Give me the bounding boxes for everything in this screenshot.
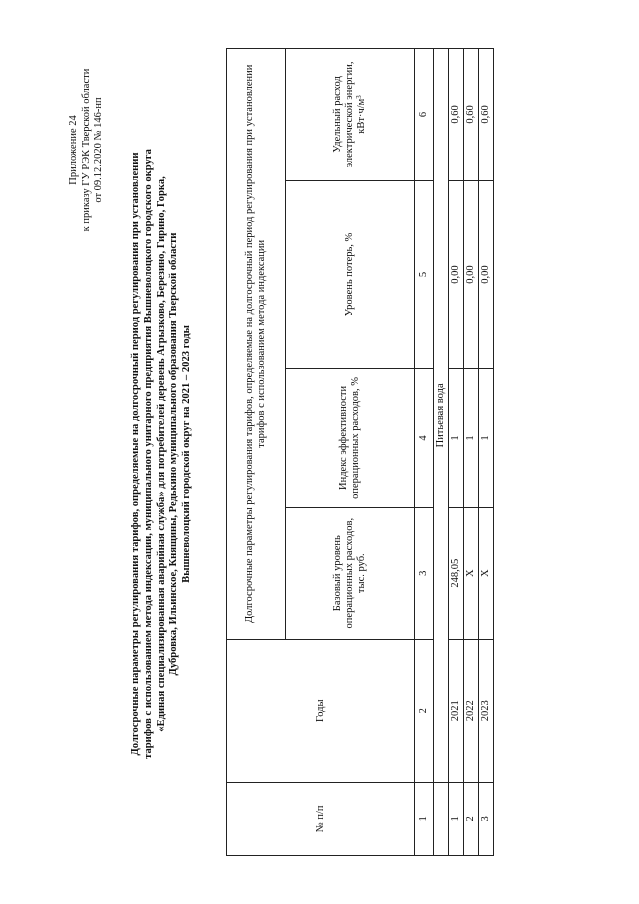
col-index-5: 5	[415, 180, 434, 368]
col-index-1: 1	[415, 782, 434, 855]
row-year: 2023	[479, 639, 494, 782]
row-spec: 0,60	[449, 49, 464, 181]
title-line-5: Вышневолоцкий городской округ на 2021 – 2023 годы	[181, 325, 193, 583]
header-base-level: Базовый уровень операционных расходов, тыс. руб.	[286, 507, 415, 639]
header-loss-level: Уровень потерь, %	[286, 180, 415, 368]
document-title	[130, 44, 194, 864]
title-line-1: Долгосрочные параметры регулирования тарифов, определяемые на долгосрочный период регулирования при установлении	[130, 152, 141, 756]
row-loss: 0,00	[449, 180, 464, 368]
section-label: Питьевая вода	[434, 49, 449, 783]
col-index-3: 3	[415, 507, 434, 639]
section-row	[434, 49, 449, 856]
row-year: 2021	[449, 639, 464, 782]
row-num: 3	[479, 782, 494, 855]
header-specific-consumption: Удельный расход электрической энергии, $кВт\cdot ч/м^3$	[286, 49, 415, 181]
table-row	[479, 49, 494, 856]
row-year: 2022	[464, 639, 479, 782]
appendix-line-3: от 09.12.2020 № 146-нп	[93, 97, 104, 203]
appendix-line-2: к приказу ГУ РЭК Тверской области	[80, 68, 92, 232]
row-base: 248,05	[449, 507, 464, 639]
header-years: Годы	[227, 639, 415, 782]
row-base: Х	[464, 507, 479, 639]
col-index-6: 6	[415, 49, 434, 181]
row-spec: 0,60	[479, 49, 494, 181]
table-row	[464, 49, 479, 856]
row-spec: 0,60	[464, 49, 479, 181]
appendix-line-1: Приложение 24	[68, 115, 79, 185]
col-index-4: 4	[415, 369, 434, 508]
title-line-2: тарифов с использованием метода индексации, муниципального унитарного предприятия Вышневолоцкого городского округа	[142, 149, 154, 759]
header-efficiency-index: Индекс эффективности операционных расходов, %	[286, 369, 415, 508]
row-base: Х	[479, 507, 494, 639]
row-num: 2	[464, 782, 479, 855]
row-loss: 0,00	[479, 180, 494, 368]
tariff-parameters-table	[226, 48, 494, 856]
row-index: 1	[464, 369, 479, 508]
appendix-note	[68, 20, 106, 280]
table-row	[449, 49, 464, 856]
row-index: 1	[479, 369, 494, 508]
title-line-3: «Единая специализированная аварийная служба» для потребителей деревень Агрызково, Березино, Гирино, Горка,	[155, 176, 167, 732]
column-index-row	[415, 49, 434, 856]
row-loss: 0,00	[464, 180, 479, 368]
header-group: Долгосрочные параметры регулирования тарифов, определяемые на долгосрочный период регулирования при установлении тарифов с использованием метода индексации	[227, 49, 286, 640]
section-spacer	[434, 782, 449, 855]
title-line-4: Дубровка, Ильинское, Княщины, Редькино муниципального образования Тверской области	[168, 232, 180, 676]
col-index-2: 2	[415, 639, 434, 782]
table-header-row	[227, 49, 286, 856]
row-num: 1	[449, 782, 464, 855]
row-index: 1	[449, 369, 464, 508]
header-num: № п/п	[227, 782, 415, 855]
